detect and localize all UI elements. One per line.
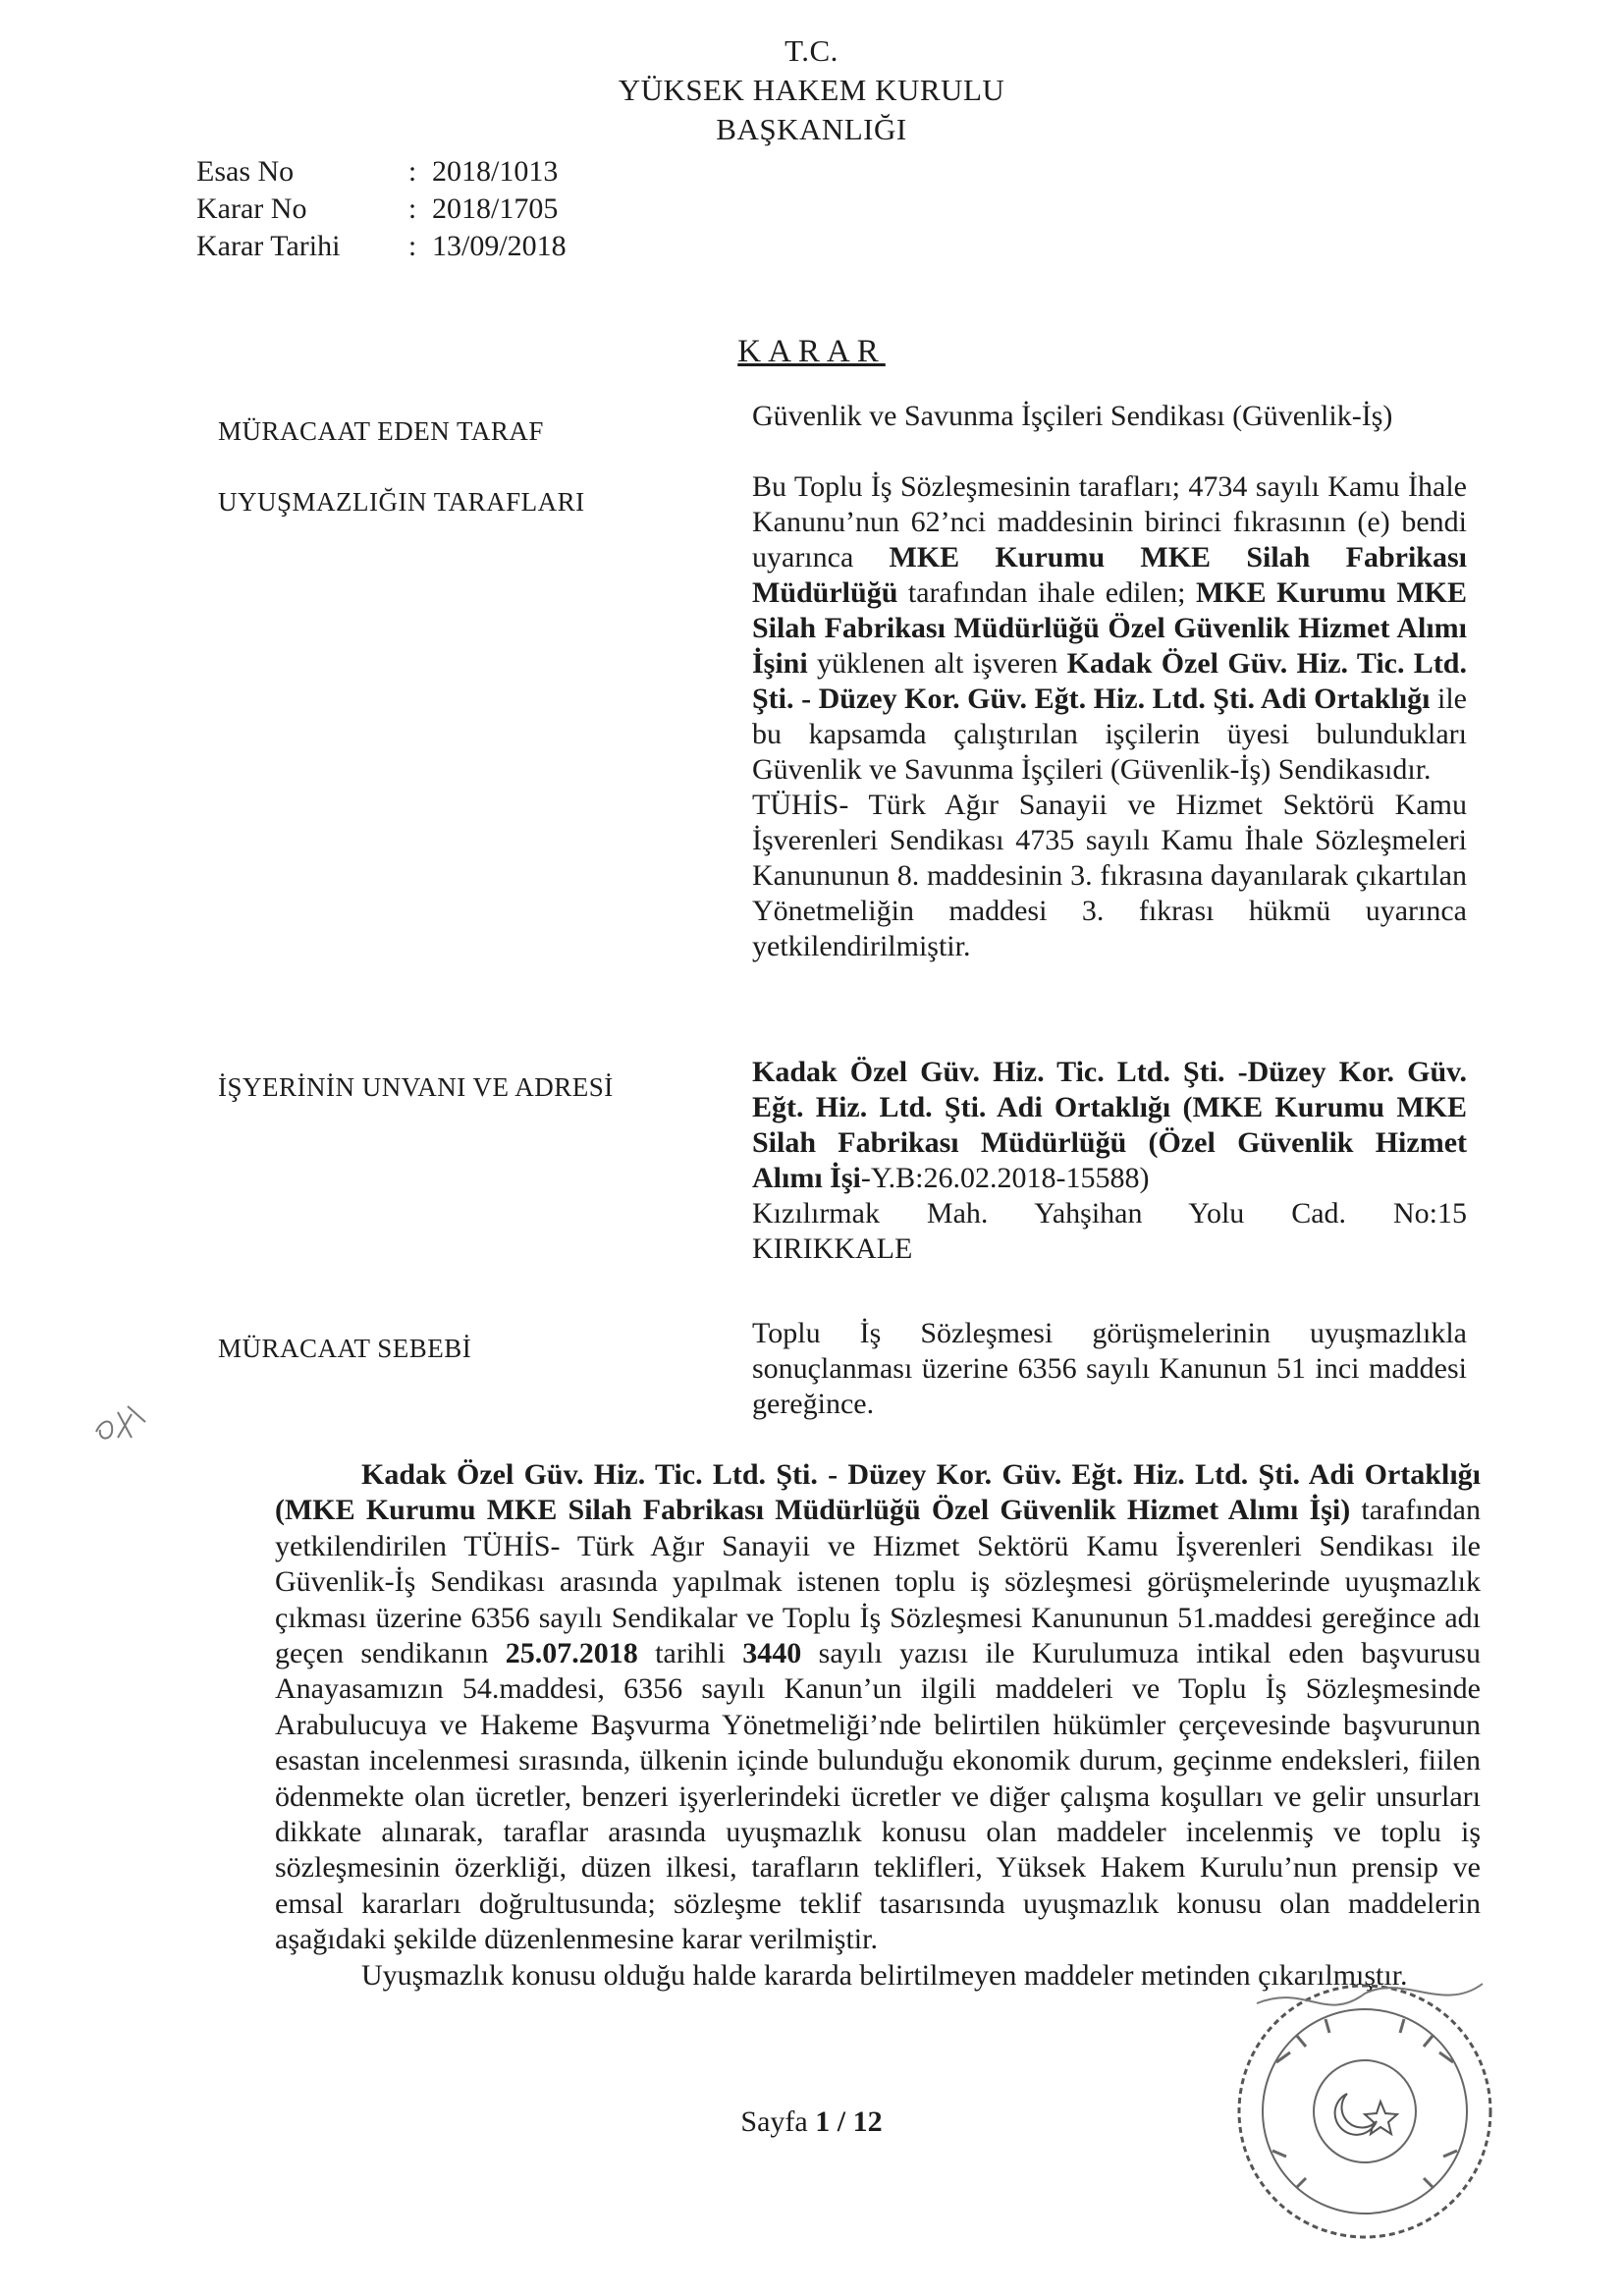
value-workplace [752, 1055, 1467, 1267]
header-tc: T.C. [784, 33, 839, 68]
value-applicant: Güvenlik ve Savunma İşçileri Sendikası (Güvenlik-İş) [752, 400, 1393, 432]
workplace-address-1: Kızılırmak Mah. Yahşihan Yolu Cad. No:15 [752, 1197, 1467, 1230]
meta-karar-no [196, 192, 558, 226]
bold-run: MKE Kurumu MKE Silah Fabrikası Müdürlüğü Özel Güvenlik Hizmet Alımı İşini [752, 576, 1467, 680]
meta-key: Karar No [196, 192, 307, 225]
header-institution: YÜKSEK HAKEM KURULU [618, 73, 1005, 107]
header-presidency: BAŞKANLIĞI [716, 112, 907, 146]
body-paragraph-1 [275, 1457, 1481, 1958]
label-parties: UYUŞMAZLIĞIN TARAFLARI [218, 487, 585, 517]
bold-run: 25.07.2018 [505, 1637, 638, 1670]
workplace-name [752, 1055, 1467, 1196]
text-run: yüklenen alt işveren [807, 647, 1067, 680]
margin-mark-icon [88, 1393, 157, 1451]
footer-prefix: Sayfa [740, 2105, 816, 2138]
document-title: KARAR [737, 334, 886, 369]
text-run: tarihli [637, 1637, 743, 1670]
meta-value: 13/09/2018 [432, 230, 567, 262]
text-run: -Y.B:26.02.2018-15588) [860, 1162, 1150, 1194]
text-run: ile bu kapsamda çalıştırılan işçilerin üyesi bulundukları Güvenlik ve Savunma İşçileri (Güvenlik-İş) Sendikasıdır. [752, 683, 1467, 786]
bold-run: MKE Kurumu MKE Silah Fabrikası Müdürlüğü [752, 541, 1467, 609]
label-applicant: MÜRACAAT EDEN TARAF [218, 416, 544, 446]
parties-paragraph-1 [752, 469, 1467, 788]
meta-esas-no [196, 155, 558, 189]
meta-sep: : [407, 155, 417, 188]
parties-paragraph-2: TÜHİS- Türk Ağır Sanayii ve Hizmet Sektörü Kamu İşverenleri Sendikası 4735 sayılı Kamu İhale Sözleşmeleri Kanununun 8. maddesinin 3. fıkrasına dayanılarak çıkartılan Yönetmeliğin maddesi 3. fıkrası hükmü uyarınca yetkilendirilmiştir. [752, 789, 1467, 962]
bold-run: Kadak Özel Güv. Hiz. Tic. Ltd. Şti. -Düzey Kor. Güv. Eğt. Hiz. Ltd. Şti. Adi Ortaklığı (MKE Kurumu MKE Silah Fabrikası Müdürlüğü (Özel Güvenlik Hizmet Alımı İşi [752, 1056, 1467, 1194]
decision-body [275, 1457, 1481, 1994]
meta-value: 2018/1705 [432, 192, 559, 225]
label-workplace: İŞYERİNİN UNVANI VE ADRESİ [218, 1072, 614, 1102]
meta-key: Karar Tarihi [196, 230, 341, 262]
page-number: 1 / 12 [815, 2105, 883, 2138]
bold-run: Kadak Özel Güv. Hiz. Tic. Ltd. Şti. - Düzey Kor. Güv. Eğt. Hiz. Ltd. Şti. Adi Ortaklığı [752, 647, 1467, 715]
body-paragraph-2: Uyuşmazlık konusu olduğu halde kararda belirtilmeyen maddeler metinden çıkarılmıştır. [361, 1958, 1408, 1992]
value-reason: Toplu İş Sözleşmesi görüşmelerinin uyuşmazlıkla sonuçlanması üzerine 6356 sayılı Kanunun 51 inci maddesi gereğince. [752, 1317, 1467, 1420]
text-run: tarafından ihale edilen; [897, 576, 1196, 609]
text-run: tarafından yetkilendirilen TÜHİS- Türk Ağır Sanayii ve Hizmet Sektörü Kamu İşverenleri Sendikası ile Güvenlik-İş Sendikası arasında yapılmak istenen toplu iş sözleşmesi görüşmelerinde uyuşmazlık çıkması üzerine 6356 sayılı Sendikalar ve Toplu İş Sözleşmesi Kanununun 51.maddesi gereğince adı geçen sendikanın [275, 1494, 1481, 1670]
text-run: sayılı yazısı ile Kurulumuza intikal eden başvurusu Anayasamızın 54.maddesi, 6356 sayılı Kanun’un ilgili maddeleri ve Toplu İş Sözleşmesinde Arabulucuya ve Hakeme Başvurma Yönetmeliği’nde belirtilen hükümler çerçevesinde başvurunun esastan incelenmesi sırasında, ülkenin içinde bulunduğu ekonomik durum, geçinme endeksleri, fiilen ödenmekte olan ücretler, benzeri işyerlerindeki ücretler ve diğer çalışma koşulları ve gelir unsurları dikkate alınarak, taraflar arasında uyuşmazlık konusu olan maddeler incelenmiş ve toplu iş sözleşmesinin özerkliği, düzen ilkesi, tarafların teklifleri, Yüksek Hakem Kurulu’nun prensip ve emsal kararları doğrultusunda; sözleşme teklif tasarısında uyuşmazlık konusu olan maddelerin aşağıdaki şekilde düzenlenmesine karar verilmiştir. [275, 1637, 1482, 1956]
meta-value: 2018/1013 [432, 155, 559, 188]
meta-sep: : [407, 230, 417, 262]
meta-key: Esas No [196, 155, 295, 188]
value-parties [752, 469, 1467, 964]
bold-run: 3440 [742, 1637, 802, 1670]
text-run: Bu Toplu İş Sözleşmesinin tarafları; 4734 sayılı Kamu İhale Kanunu’nun 62’nci maddesinin birinci fıkrasının (e) bendi uyarınca [752, 470, 1467, 574]
meta-sep: : [407, 192, 417, 225]
workplace-address-2: KIRIKKALE [752, 1232, 913, 1265]
bold-run: Kadak Özel Güv. Hiz. Tic. Ltd. Şti. - Düzey Kor. Güv. Eğt. Hiz. Ltd. Şti. Adi Ortaklığı (MKE Kurumu MKE Silah Fabrikası Müdürlüğü Özel Güvenlik Hizmet Alımı İşi) [275, 1458, 1481, 1527]
page-footer [0, 2105, 1623, 2139]
label-reason: MÜRACAAT SEBEBİ [218, 1334, 472, 1363]
meta-karar-tarihi [196, 230, 567, 263]
